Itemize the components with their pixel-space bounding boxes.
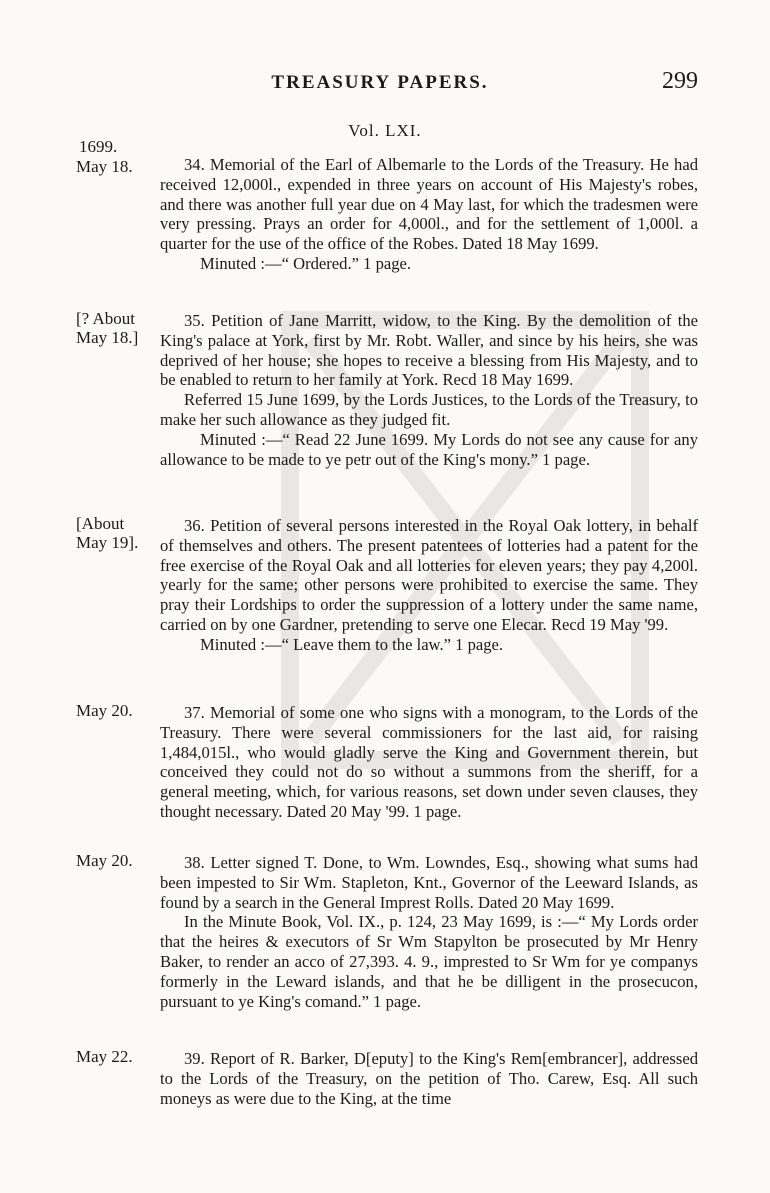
running-title: TREASURY PAPERS. <box>271 72 489 93</box>
entry-paragraph: 39. Report of R. Barker, D[eputy] to the King's Rem[embrancer], addressed to the Lords of the Treasury, on the petition of Tho. Carew, Esq. All such moneys as were due to the King, at the time <box>160 1049 698 1108</box>
entry-body <box>160 853 698 1011</box>
entry-paragraph: 34. Memorial of the Earl of Albemarle to the Lords of the Treasury. He had received 12,000l., expended in three years on account of His Majesty's robes, and there was another full year due on 4 May last, for which the tradesmen were very pressing. Prays an order for 4,000l., and for the settlement of 1,000l. a quarter for the use of the office of the Robes. Dated 18 May 1699. <box>160 155 698 254</box>
entry-paragraph: 37. Memorial of some one who signs with a monogram, to the Lords of the Treasury. There were several commissioners for the last aid, for raising 1,484,015l., who would gladly serve the King and Government therein, but conceived they could not do so without a summons from the sheriff, for a general meeting, which, for various reasons, set down under seven clauses, they thought necessary. Dated 20 May '99. 1 page. <box>160 703 698 821</box>
entry-paragraph: 38. Letter signed T. Done, to Wm. Lowndes, Esq., showing what sums had been impested to Sir Wm. Stapleton, Knt., Governor of the Leeward Islands, as found by a search in the General Imprest Rolls. Dated 20 May 1699. <box>160 853 698 912</box>
entry-date: May 20. <box>76 851 133 870</box>
year-label: 1699. <box>79 137 118 156</box>
entry-paragraph: Referred 15 June 1699, by the Lords Justices, to the Lords of the Treasury, to make her such allowance as they judged fit. <box>160 390 698 429</box>
entry-date: May 22. <box>76 1047 133 1066</box>
entry-minute: Minuted :—“ Read 22 June 1699. My Lords do not see any cause for any allowance to be made to ye petr out of the King's mony.” 1 page. <box>160 429 698 469</box>
page-header <box>0 68 770 98</box>
entry-body <box>160 516 698 655</box>
entry-body <box>160 155 698 274</box>
page-number: 299 <box>662 68 698 94</box>
entry-paragraph: 36. Petition of several persons interested in the Royal Oak lottery, in behalf of themselves and others. The present patentees of lotteries had a patent for the free exercise of the Royal Oak and all lotteries for eleven years; they pay 4,200l. yearly for the same; other persons were prohibited to exercise the same. They pray their Lordships to order the suppression of a lottery under the same name, carried on by one Gardner, pretending to serve one Elecar. Recd 19 May '99. <box>160 516 698 634</box>
entry-minute: Minuted :—“ Leave them to the law.” 1 page. <box>200 634 504 654</box>
entry-minute: Minuted :—“ Ordered.” 1 page. <box>200 253 412 273</box>
entry-date: May 18. <box>76 157 133 176</box>
entry-body <box>160 1049 698 1108</box>
entry-paragraph: 35. Petition of Jane Marritt, widow, to the King. By the demolition of the King's palace at York, first by Mr. Robt. Waller, and since by his heirs, she was deprived of her house; she hopes to receive a blessing from His Majesty, and to be enabled to return to her family at York. Recd 18 May 1699. <box>160 311 698 390</box>
entry-date: May 20. <box>76 701 133 720</box>
entry-paragraph: In the Minute Book, Vol. IX., p. 124, 23 May 1699, is :—“ My Lords order that the heires & executors of Sr Wm Stapylton be prosecuted by Mr Henry Baker, to render an acco of 27,393. 4. 9., imprested to Sr Wm for ye companys formerly in the Leward islands, and that he be dilligent in the prosecucon, pursuant to ye King's comand.” 1 page. <box>160 912 698 1011</box>
entry-body <box>160 311 698 469</box>
volume-heading: Vol. LXI. <box>348 121 422 140</box>
entry-date: [About May 19]. <box>76 514 139 552</box>
entry-date: [? About May 18.] <box>76 309 139 347</box>
entry-body <box>160 703 698 822</box>
